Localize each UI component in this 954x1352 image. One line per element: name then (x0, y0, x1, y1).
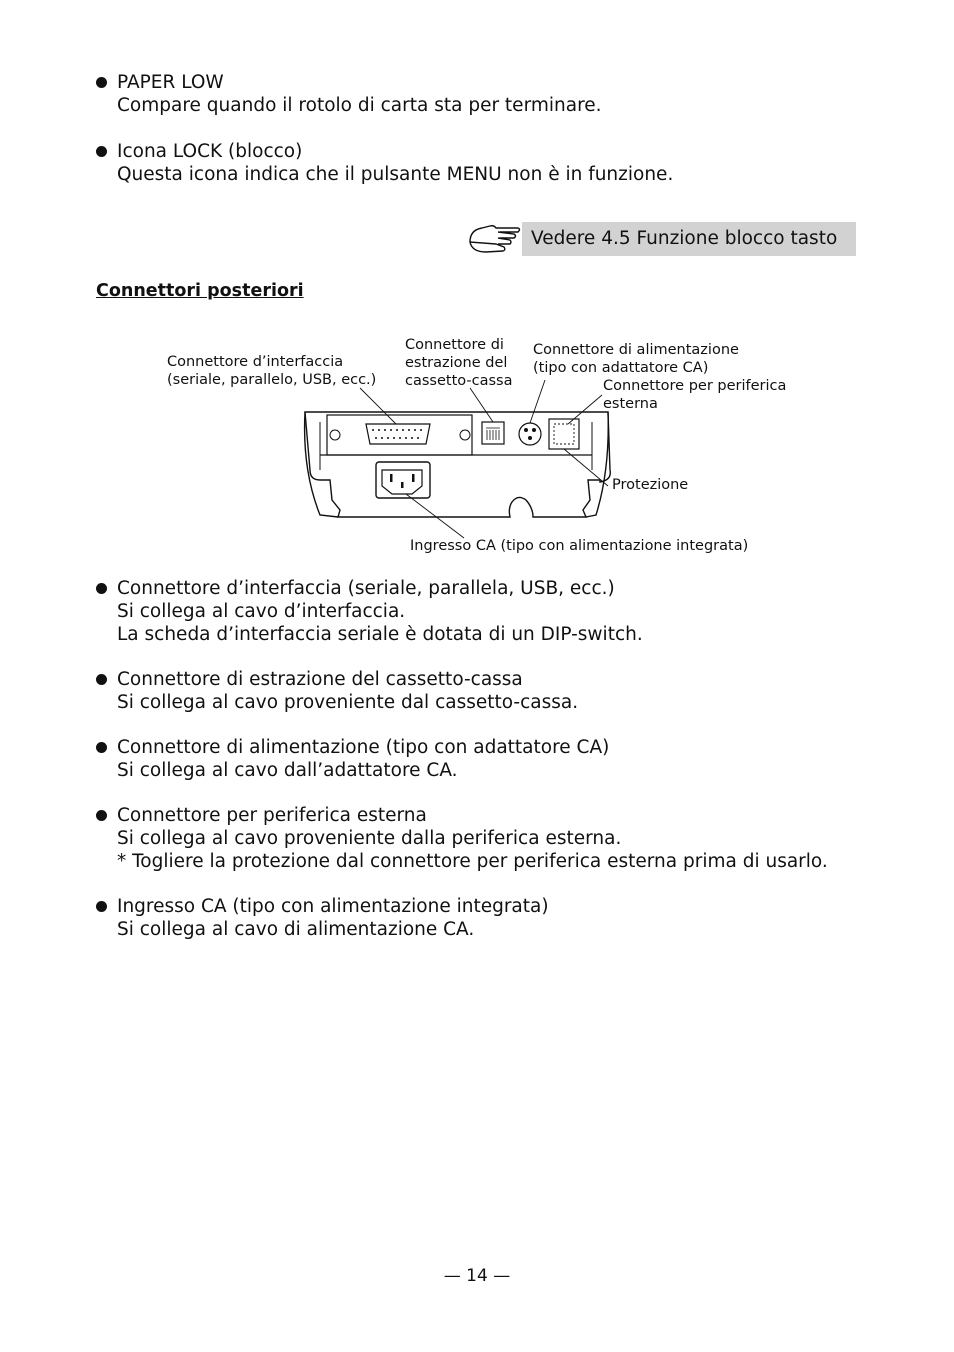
bullet-icon (96, 742, 107, 753)
power-connector-label: Connettore di alimentazione (tipo con adattatore CA) (533, 342, 739, 376)
bullet-icon (96, 583, 107, 594)
bullet-icon (96, 901, 107, 912)
item-title: PAPER LOW (117, 72, 224, 93)
item-title: Connettore per periferica esterna (117, 805, 427, 826)
list-item-lock-icon (96, 140, 673, 186)
item-text: Si collega al cavo dall’adattatore CA. (117, 760, 458, 781)
bullet-icon (96, 146, 107, 157)
list-item-drawer-connector (96, 668, 578, 714)
list-item-power-connector (96, 736, 609, 782)
item-text: Si collega al cavo proveniente dal cassetto-cassa. (117, 692, 579, 713)
external-device-connector-label: Connettore per periferica esterna (603, 378, 787, 412)
section-title: Connettori posteriori (96, 281, 304, 301)
list-item-ac-inlet (96, 895, 549, 941)
protection-label: Protezione (612, 477, 689, 493)
drawer-connector-label: Connettore di estrazione del cassetto-cassa (405, 337, 513, 389)
ac-inlet-label: Ingresso CA (tipo con alimentazione integrata) (410, 538, 749, 554)
item-text: Questa icona indica che il pulsante MENU non è in funzione. (117, 164, 674, 185)
pointing-hand-icon (468, 222, 522, 258)
list-item-interface-connector (96, 577, 643, 646)
item-text: Si collega al cavo d’interfaccia. (117, 601, 406, 622)
item-text: Compare quando il rotolo di carta sta per terminare. (117, 95, 602, 116)
bullet-icon (96, 674, 107, 685)
item-title: Connettore di estrazione del cassetto-cassa (117, 669, 523, 690)
page-number: — 14 — (443, 1266, 511, 1286)
item-title: Connettore di alimentazione (tipo con adattatore CA) (117, 737, 610, 758)
item-title: Ingresso CA (tipo con alimentazione integrata) (117, 896, 549, 917)
item-note: * Togliere la protezione dal connettore per periferica esterna prima di usarlo. (117, 851, 828, 872)
rear-connectors-diagram (160, 330, 787, 565)
list-item-external-device-connector (96, 804, 828, 873)
item-title: Icona LOCK (blocco) (117, 141, 303, 162)
bullet-icon (96, 810, 107, 821)
item-text: Si collega al cavo di alimentazione CA. (117, 919, 475, 940)
list-item-paper-low (96, 71, 602, 117)
item-title: Connettore d’interfaccia (seriale, parallela, USB, ecc.) (117, 578, 615, 599)
item-text: Si collega al cavo proveniente dalla periferica esterna. (117, 828, 622, 849)
item-text: La scheda d’interfaccia seriale è dotata di un DIP-switch. (117, 624, 643, 645)
reference-text: Vedere 4.5 Funzione blocco tasto (522, 222, 856, 256)
interface-connector-label: Connettore d’interfaccia (seriale, parallelo, USB, ecc.) (167, 354, 377, 388)
bullet-icon (96, 77, 107, 88)
